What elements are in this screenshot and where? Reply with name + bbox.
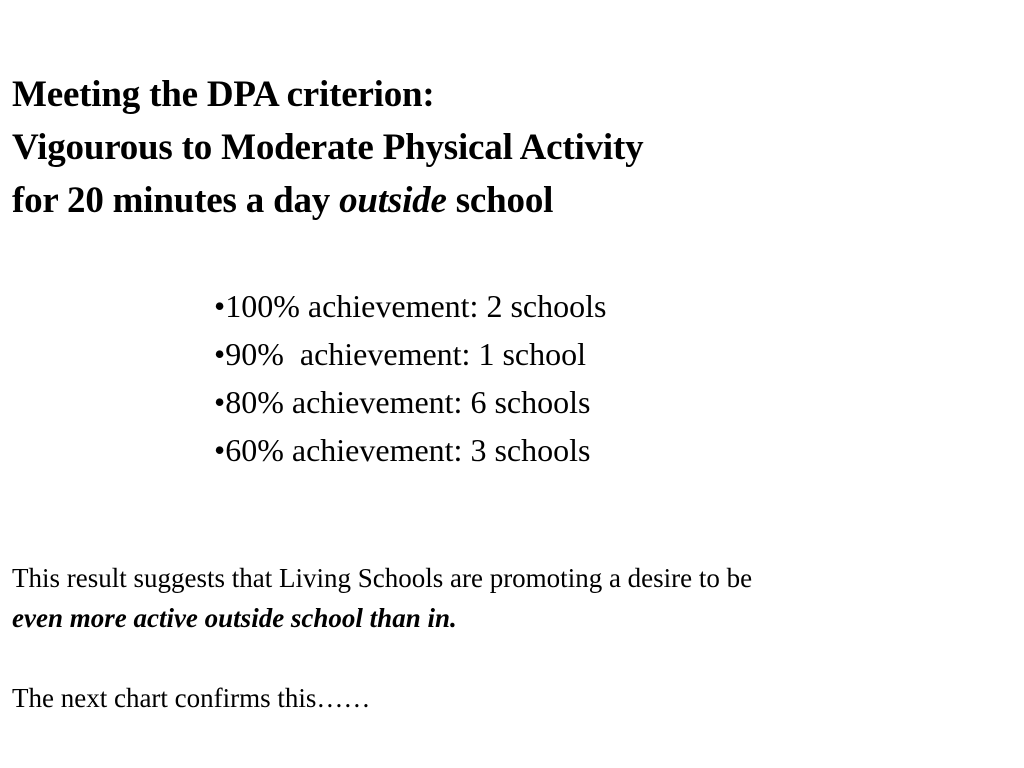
result-paragraph — [12, 558, 752, 638]
achievement-item-100: •100% achievement: 2 schools — [214, 288, 607, 324]
slide-title — [12, 68, 643, 227]
title-line-3 — [12, 174, 643, 227]
achievement-item-90: •90% achievement: 1 school — [214, 336, 586, 372]
title-line-1: Meeting the DPA criterion: — [12, 74, 435, 115]
result-line-2-emphasis: even more active outside school than in. — [12, 603, 457, 633]
closing-text: The next chart confirms this…… — [12, 683, 371, 713]
result-line-1: This result suggests that Living Schools are promoting a desire to be — [12, 563, 753, 593]
achievement-item-60: •60% achievement: 3 schools — [214, 432, 591, 468]
title-line-3-start: for 20 minutes a day — [12, 180, 340, 221]
title-line-3-end: school — [446, 180, 554, 221]
title-emphasis-outside: outside — [339, 180, 447, 221]
achievement-item-80: •80% achievement: 6 schools — [214, 384, 591, 420]
title-line-2: Vigourous to Moderate Physical Activity — [12, 127, 644, 168]
achievement-list — [214, 282, 606, 474]
